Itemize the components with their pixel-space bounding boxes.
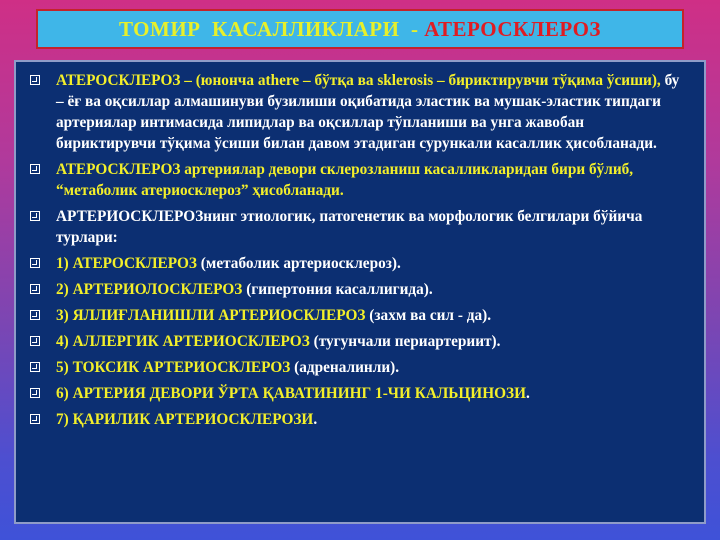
bullet-item	[30, 253, 686, 274]
bullet-item	[30, 279, 686, 300]
bullet-text-segment: .	[313, 411, 318, 428]
slide-title-bar	[36, 9, 684, 49]
checkbox-bullet-icon	[30, 284, 40, 294]
checkbox-bullet-icon	[30, 258, 40, 268]
bullet-text-segment: 1) АТЕРОСКЛЕРОЗ	[56, 255, 197, 272]
bullet-text-segment: 2) АРТЕРИОЛОСКЛЕРОЗ	[56, 281, 243, 298]
bullet-item	[30, 383, 686, 404]
checkbox-bullet-icon	[30, 336, 40, 346]
checkbox-bullet-icon	[30, 310, 40, 320]
checkbox-bullet-icon	[30, 75, 40, 85]
bullet-text-segment: 7) ҚАРИЛИК АРТЕРИОСКЛЕРОЗИ	[56, 411, 314, 428]
slide-title-main: ТОМИР КАСАЛЛИКЛАРИ -	[118, 16, 425, 41]
bullet-item	[30, 409, 686, 430]
bullet-item	[30, 357, 686, 378]
bullet-text-segment: АРТЕРИОСКЛЕРОЗнинг этиологик, патогенетик ва морфологик белгилари бўйича турлари:	[56, 208, 643, 246]
bullet-list	[30, 70, 686, 430]
slide-title-accent: АТЕРОСКЛЕРОЗ	[424, 16, 602, 41]
bullet-item	[30, 331, 686, 352]
bullet-text-segment: (тугунчали периартериит).	[309, 333, 501, 350]
checkbox-bullet-icon	[30, 211, 40, 221]
bullet-item	[30, 70, 686, 154]
bullet-text-segment: 4) АЛЛЕРГИК АРТЕРИОСКЛЕРОЗ	[56, 333, 310, 350]
checkbox-bullet-icon	[30, 164, 40, 174]
slide-content-panel	[14, 60, 706, 524]
bullet-text-segment: 6) АРТЕРИЯ ДЕВОРИ ЎРТА ҚАВАТИНИНГ 1-ЧИ КАЛЬЦИНОЗИ	[56, 385, 526, 402]
bullet-text-segment: 3) ЯЛЛИҒЛАНИШЛИ АРТЕРИОСКЛЕРОЗ	[56, 307, 366, 324]
bullet-item	[30, 206, 686, 248]
checkbox-bullet-icon	[30, 414, 40, 424]
bullet-text-segment: .	[525, 385, 530, 402]
bullet-text-segment: (адреналинли).	[290, 359, 400, 376]
checkbox-bullet-icon	[30, 362, 40, 372]
bullet-item	[30, 305, 686, 326]
bullet-text-segment: (захм ва сил - да).	[365, 307, 492, 324]
bullet-text-segment: (гипертония касаллигида).	[242, 281, 433, 298]
bullet-text-segment: бу – ёғ ва оқсиллар алмашинуви бузилиши оқибатида эластик ва мушак-эластик типдаги артериялар интимасида липидлар ва оқсиллар тўпланиши ва унга жавобан бириктирувчи тўқима ўсиши билан давом этадиган сурункали касаллик ҳисобланади.	[56, 72, 680, 152]
bullet-text-segment: АТЕРОСКЛЕРОЗ – (юнонча athere – бўтқа ва sklerosis – бириктирувчи тўқима ўсиши),	[56, 72, 661, 89]
bullet-text-segment: (метаболик артериосклероз).	[196, 255, 401, 272]
checkbox-bullet-icon	[30, 388, 40, 398]
bullet-text-segment: АТЕРОСКЛЕРОЗ артериялар девори склерозланиш касалликларидан бири бўлиб, “метаболик атериосклероз” ҳисобланади.	[56, 161, 634, 199]
bullet-item	[30, 159, 686, 201]
bullet-text-segment: 5) ТОКСИК АРТЕРИОСКЛЕРОЗ	[56, 359, 291, 376]
